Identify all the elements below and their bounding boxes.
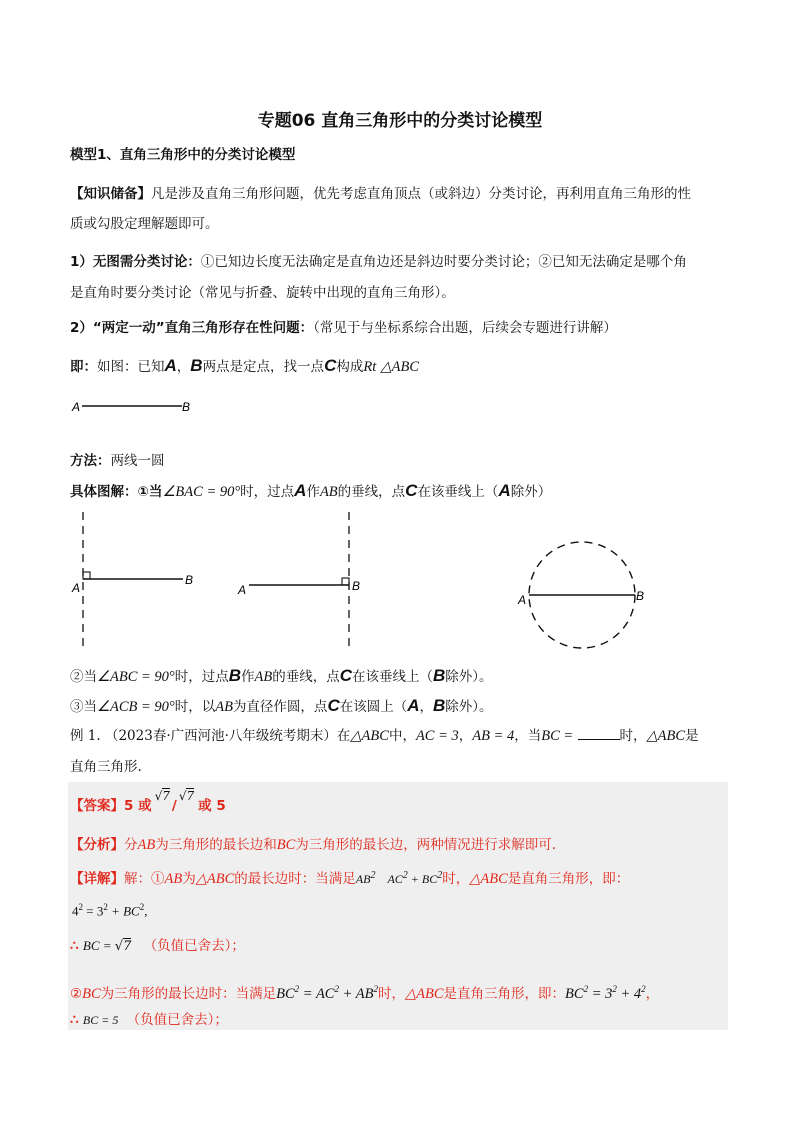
figure-perpendicular-at-b (237, 512, 360, 650)
answer-line (70, 789, 226, 816)
explain-ab-squared (356, 872, 442, 886)
explain-triangle-2: △ABC (469, 871, 508, 887)
caseb-s4: 2 (583, 984, 589, 994)
case2-point-b2: B (433, 666, 446, 685)
detail-text-2: 作 (306, 484, 320, 500)
method-label: 方法： (70, 453, 111, 469)
explain-text-1: 解：① (124, 871, 165, 887)
example-triangle: △ABC (350, 728, 389, 744)
caseb-text-4: 是直角三角形，即： (443, 985, 566, 1002)
point2-text: （常见于与坐标系综合出题，后续会专题进行讲解） (313, 320, 617, 336)
fig2-b-label: B (352, 579, 361, 593)
analysis-line (70, 835, 556, 855)
method-line (70, 451, 165, 471)
case2-pre: ②当 (70, 669, 97, 685)
explain-ab: AB (164, 871, 183, 887)
ji-label: 即： (70, 359, 97, 375)
point-b: B (190, 356, 203, 375)
example-text-5: 是 (685, 728, 699, 744)
equation-3 (70, 1010, 228, 1030)
ji-line (70, 356, 419, 377)
analysis-label: 【分析】 (70, 837, 124, 853)
caseb-eq-ab: + AB (338, 985, 374, 1002)
case2-text-5: 除外）。 (445, 669, 493, 685)
case3-text-2: 为直径作圆，点 (232, 699, 328, 715)
method-text: 两线一圆 (110, 453, 165, 469)
point2-line (70, 318, 617, 338)
equation-2 (70, 936, 245, 957)
case2-text-3: 的垂线，点 (272, 669, 340, 685)
analysis-ab: AB (137, 837, 156, 853)
therefore-2: ∴ (70, 1012, 79, 1028)
eq1-plus-bc: + BC (107, 903, 140, 919)
detail-point-a: A (294, 481, 307, 500)
caseb-eq2-bc: BC (565, 985, 584, 1002)
caseb-eq2-3: = 3 (588, 985, 613, 1002)
equation-1 (72, 902, 147, 919)
fig3-a-label: A (518, 593, 527, 607)
eq1-sq3: 2 (139, 902, 145, 912)
answer-label: 【答案】 (70, 798, 124, 814)
caseb-text-1: ② (70, 985, 83, 1002)
case3-point-b: B (433, 696, 446, 715)
rt-label: Rt (363, 359, 377, 375)
example-bc: BC = (541, 728, 574, 744)
explain-plus-bc: + BC (407, 872, 438, 886)
eq2-root-value: 7 (123, 939, 132, 954)
angle-abc: ∠ABC = 90° (97, 669, 175, 685)
answer-text-2: 或 5 (198, 798, 226, 814)
eq1-eq: = 3 (83, 903, 104, 919)
caseb-eq-ac: = AC (299, 985, 335, 1002)
analysis-text-2: 为三角形的最长边和 (155, 837, 277, 853)
case2-text-4: 在该垂线上（ (352, 669, 433, 685)
caseb-text-3: 时， (377, 985, 405, 1002)
answer-text-1: 5 或 (124, 798, 152, 814)
caseb-eq2-4: + 4 (616, 985, 642, 1002)
segment-a-label: A (72, 400, 81, 414)
caseb-eq-bc: BC (276, 985, 295, 1002)
case3-sep: ， (419, 699, 433, 715)
example-text-2: 中， (388, 728, 416, 744)
caseb-triangle: △ABC (404, 985, 444, 1002)
case2-point-b: B (228, 666, 241, 685)
explain-text-4: 时， (442, 871, 470, 887)
point1-label: 1）无图需分类讨论： (70, 254, 201, 270)
detail-label: 具体图解：①当 (70, 484, 163, 500)
case3-text-4: 除外）。 (445, 699, 493, 715)
explain-line (70, 866, 629, 889)
answer-root-2-value: 7 (186, 789, 195, 803)
case3-line (70, 696, 493, 717)
knowledge-line-1 (70, 184, 691, 204)
knowledge-label: 【知识储备】 (70, 186, 151, 202)
analysis-bc: BC (276, 837, 296, 853)
analysis-text-1: 分 (124, 837, 138, 853)
explain-ab2: AB (355, 872, 371, 886)
detail-text-3: 的垂线，点 (337, 484, 406, 500)
analysis-text-3: 为三角形的最长边，两种情况进行求解即可. (295, 837, 557, 853)
figure-perpendicular-at-a (71, 512, 193, 650)
answer-root-2: √7 (178, 789, 195, 803)
fig3-b-label: B (636, 589, 645, 603)
point2-label: 2）“两定一动”直角三角形存在性问题： (70, 320, 314, 336)
case2-ab: AB (254, 669, 273, 685)
explain-triangle: △ABC (195, 871, 235, 887)
eq2-note: （负值已舍去）； (143, 938, 245, 954)
case3-point-a: A (407, 696, 420, 715)
case2-line (70, 666, 493, 687)
point-a: A (164, 356, 177, 375)
ji-text-1: 如图：已知 (97, 359, 165, 375)
eq2-root: √7 (114, 939, 132, 954)
example-sep: ， (458, 728, 473, 744)
explain-text-5: 是直角三角形，即： (507, 871, 630, 887)
case3-text-1: 时，以 (174, 699, 216, 715)
fig2-a-label: A (238, 583, 247, 597)
explain-label: 【详解】 (70, 871, 124, 887)
detail-line (70, 481, 551, 502)
caseb-s2: 2 (334, 984, 339, 994)
eq2-lhs: BC = (82, 938, 115, 953)
point1-text-2: 是直角时要分类讨论（常见与折叠、旋转中出现的直角三角形）。 (70, 285, 455, 301)
point1-line-1 (70, 252, 687, 272)
case2-text-2: 作 (241, 669, 255, 685)
case2-point-c: C (339, 666, 352, 685)
ji-sep: ， (176, 359, 191, 375)
caseb-bc: BC (82, 985, 101, 1002)
explain-sq2: 2 (402, 870, 408, 881)
eq3-note: （负值已舍去）； (126, 1012, 228, 1028)
point-c: C (324, 356, 337, 375)
example-ab: AB = 4 (472, 728, 515, 744)
detail-ab: AB (319, 484, 338, 500)
point1-text-1: ①已知边长度无法确定是直角边还是斜边时要分类讨论；②已知无法确定是哪个角 (200, 254, 687, 270)
eq1-comma: , (144, 903, 148, 919)
example-line-1 (70, 726, 699, 746)
example-text-1: 例 1. （2023春·广西河池·八年级统考期末）在 (70, 728, 351, 744)
segment-b-label: B (182, 400, 191, 414)
knowledge-text-2: 质或勾股定理解题即可。 (70, 216, 219, 232)
page-title: 专题06 直角三角形中的分类讨论模型 (257, 111, 543, 131)
example-text-4: 时， (619, 728, 647, 744)
case3-point-c: C (327, 696, 340, 715)
eq1-4: 4 (72, 903, 79, 919)
figure-circle-diameter-ab (517, 542, 644, 648)
example-line-2: 直角三角形. (70, 759, 142, 775)
knowledge-text-1: 凡是涉及直角三角形问题，优先考虑直角顶点（或斜边）分类讨论，再利用直角三角形的性 (151, 186, 691, 202)
detail-text-5: 除外） (510, 484, 552, 500)
caseb-s1: 2 (294, 984, 300, 994)
caseb-comma: ， (645, 985, 660, 1002)
triangle-abc: △ABC (380, 359, 420, 375)
segment-ab-figure (70, 394, 200, 418)
explain-text-2: 为 (182, 871, 196, 887)
detail-text-1: 时，过点 (240, 484, 295, 500)
explain-ac: AC (387, 872, 403, 886)
fig1-b-label: B (185, 573, 194, 587)
therefore-1: ∴ (70, 938, 79, 954)
fig1-a-label: A (72, 581, 81, 595)
example-text-3: ，当 (514, 728, 542, 744)
case-b-line (70, 979, 659, 1004)
answer-root-1: √7 (154, 789, 170, 803)
model-heading: 模型1、直角三角形中的分类讨论模型 (70, 147, 296, 163)
figures-row (60, 508, 680, 653)
answer-root-1-value: 7 (162, 789, 170, 803)
detail-point-a2: A (498, 481, 511, 500)
angle-bac: ∠BAC = 90° (162, 484, 241, 500)
explain-sq1: 2 (370, 870, 376, 881)
caseb-s6: 2 (641, 984, 646, 994)
eq1-sq2: 2 (103, 902, 108, 912)
case3-pre: ③当 (70, 699, 97, 715)
detail-text-4: 在该垂线上（ (417, 484, 499, 500)
explain-sq3: 2 (437, 870, 443, 881)
detail-point-c: C (405, 481, 418, 500)
case2-text-1: 时，过点 (174, 669, 229, 685)
answer-slash: / (171, 798, 177, 814)
caseb-s3: 2 (373, 984, 378, 994)
case3-ab: AB (215, 699, 233, 715)
angle-acb: ∠ACB = 90° (97, 699, 175, 715)
ji-text-2: 两点是定点，找一点 (202, 359, 325, 375)
example-triangle-2: △ABC (646, 728, 686, 744)
ji-text-3: 构成 (336, 359, 364, 375)
caseb-text-2: 为三角形的最长边时：当满足 (100, 985, 277, 1002)
answer-blank (578, 727, 620, 740)
eq3-value: BC = 5 (82, 1013, 119, 1027)
caseb-s5: 2 (612, 984, 617, 994)
explain-text-3: 的最长边时：当满足 (234, 871, 356, 887)
case3-text-3: 在该圆上（ (339, 699, 408, 715)
caseb-eq (276, 986, 378, 1002)
example-ac: AC = 3 (415, 728, 459, 744)
eq1-sq1: 2 (78, 902, 83, 912)
caseb-eq2 (565, 986, 646, 1002)
